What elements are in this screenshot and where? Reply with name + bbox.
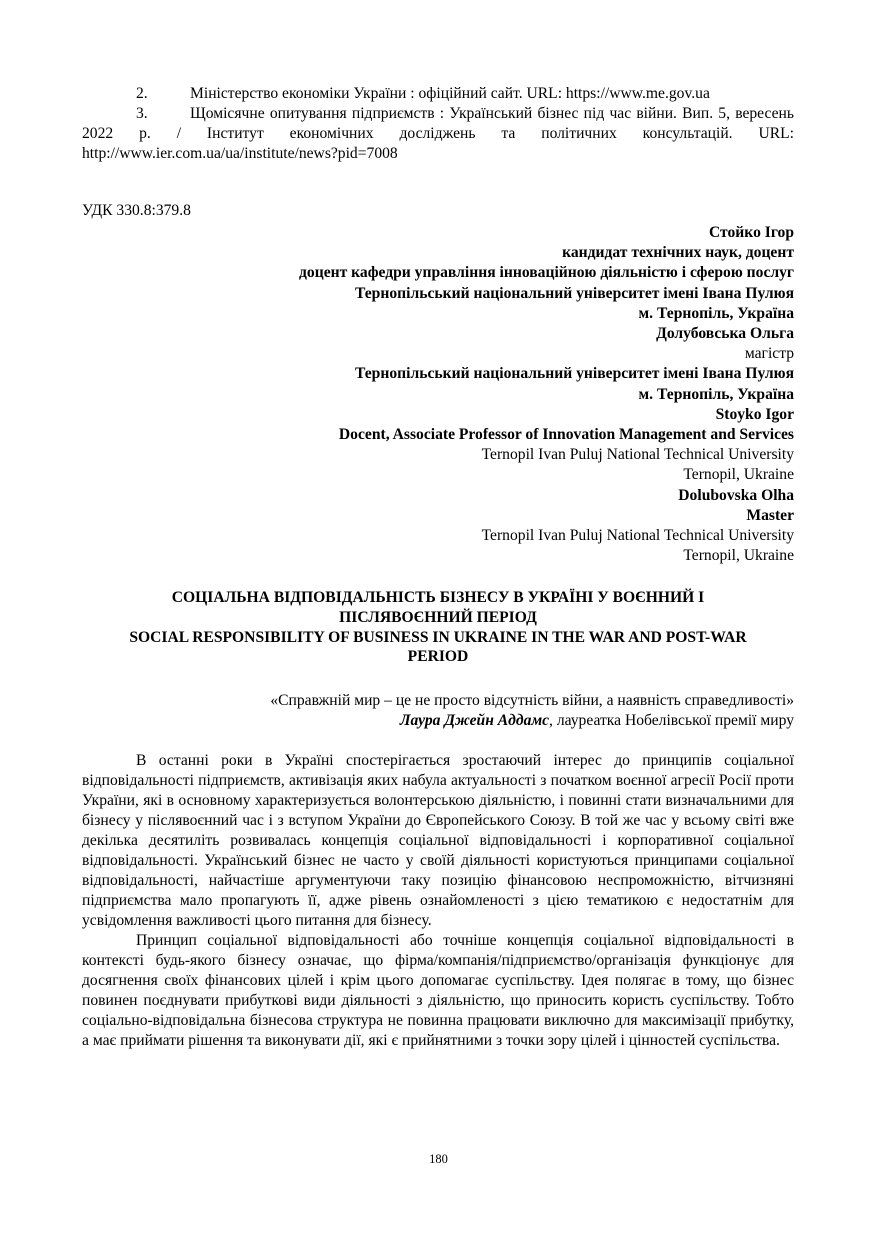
epigraph <box>82 691 794 731</box>
reference-item <box>82 84 794 104</box>
udk-code: УДК 330.8:379.8 <box>82 202 191 219</box>
body-paragraph: Принцип соціальної відповідальності або точніше концепція соціальної відповідальності в контексті будь-якого бізнесу означає, що фірма/компанія/підприємство/організація функціонує для досягнення своїх фінансових цілей і крім цього допомагає суспільству. Ідея полягає в тому, що бізнес повинен поєднувати прибуткові види діяльності з діяльністю, що приносить користь суспільству. Тобто соціально-відповідальна бізнесова структура не повинна працювати виключно для максимізації прибутку, а має приймати рішення та виконувати дії, які є прийнятними з точки зору цілей і цінностей суспільства. <box>82 931 794 1049</box>
author-degree-en: Master <box>746 506 794 524</box>
author-city-en: Ternopil, Ukraine <box>683 547 794 565</box>
reference-text: Міністерство економіки України : офіційний сайт. URL: https://www.me.gov.ua <box>190 85 710 102</box>
body-paragraph: В останні роки в Україні спостерігається зростаючий інтерес до принципів соціальної відповідальності підприємств, активізація яких набула актуальності з початком воєнної агресії Росії проти України, які в основному характеризується волонтерською діяльністю, і повинні стати визначальними для бізнесу у післявоєнний час і з вступом України до Європейського Союзу. В той же час у всьому світі вже декілька десятиліть розвивалась концепція соціальної відповідальності і корпоративної соціальної відповідальності. Український бізнес не часто у своїй діяльності користуються принципами соціальної відповідальності, найчастіше аргументуючи таку позицію фінансовою неспроможністю, вітчизняні підприємства мало пропагують її, адже рівень ознайомленості з цією тематикою є недостатнім для усвідомлення важливості цього питання для бізнесу. <box>82 751 794 929</box>
page-content <box>82 84 794 1051</box>
reference-number: 3. <box>136 105 148 122</box>
epigraph-attribution <box>82 711 794 731</box>
author-city: м. Тернопіль, Україна <box>638 385 794 403</box>
author-name-en: Dolubovska Olha <box>678 486 794 504</box>
page-number: 180 <box>429 1152 448 1166</box>
author-position-en: Docent, Associate Professor of Innovation Management and Services <box>338 426 794 444</box>
author-name-en: Stoyko Igor <box>715 405 794 423</box>
author-university-en: Ternopil Ivan Puluj National Technical University <box>481 446 794 464</box>
author-city: м. Тернопіль, Україна <box>638 304 794 322</box>
author-degree: магістр <box>744 345 794 363</box>
author-city-en: Ternopil, Ukraine <box>683 466 794 484</box>
author-position: доцент кафедри управління інноваційною діяльністю і сферою послуг <box>299 264 794 282</box>
author-name: Стойко Ігор <box>709 224 794 241</box>
epigraph-author-detail: , лауреатка Нобелівської премії миру <box>549 711 794 729</box>
epigraph-author: Лаура Джейн Аддамс <box>399 711 550 729</box>
title-ua-line: СОЦІАЛЬНА ВІДПОВІДАЛЬНІСТЬ БІЗНЕСУ В УКРАЇНІ У ВОЄННИЙ І <box>171 589 705 607</box>
title-en-line: PERIOD <box>407 648 469 666</box>
title-en-line: SOCIAL RESPONSIBILITY OF BUSINESS IN UKRAINE IN THE WAR AND POST-WAR <box>129 628 747 646</box>
article-title <box>82 588 794 666</box>
author-university: Тернопільський національний університет імені Івана Пулюя <box>354 365 794 383</box>
reference-text: Щомісячне опитування підприємств : Український бізнес під час війни. Вип. 5, вересень 2022 р. / Інститут економічних досліджень та політичних консультацій. URL: http://www.ier.com.ua/ua/institute/news?pid=7008 <box>82 105 794 162</box>
author-university: Тернопільський національний університет імені Івана Пулюя <box>354 284 794 302</box>
author-university-en: Ternopil Ivan Puluj National Technical University <box>481 527 794 545</box>
epigraph-quote: «Справжній мир – це не просто відсутність війни, а наявність справедливості» <box>270 691 794 709</box>
reference-number: 2. <box>136 85 148 102</box>
title-ua-line: ПІСЛЯВОЄННИЙ ПЕРІОД <box>339 609 537 627</box>
author-degree: кандидат технічних наук, доцент <box>562 244 794 262</box>
reference-item <box>82 104 794 164</box>
author-block <box>82 223 794 566</box>
author-name: Долубовська Ольга <box>656 325 794 343</box>
